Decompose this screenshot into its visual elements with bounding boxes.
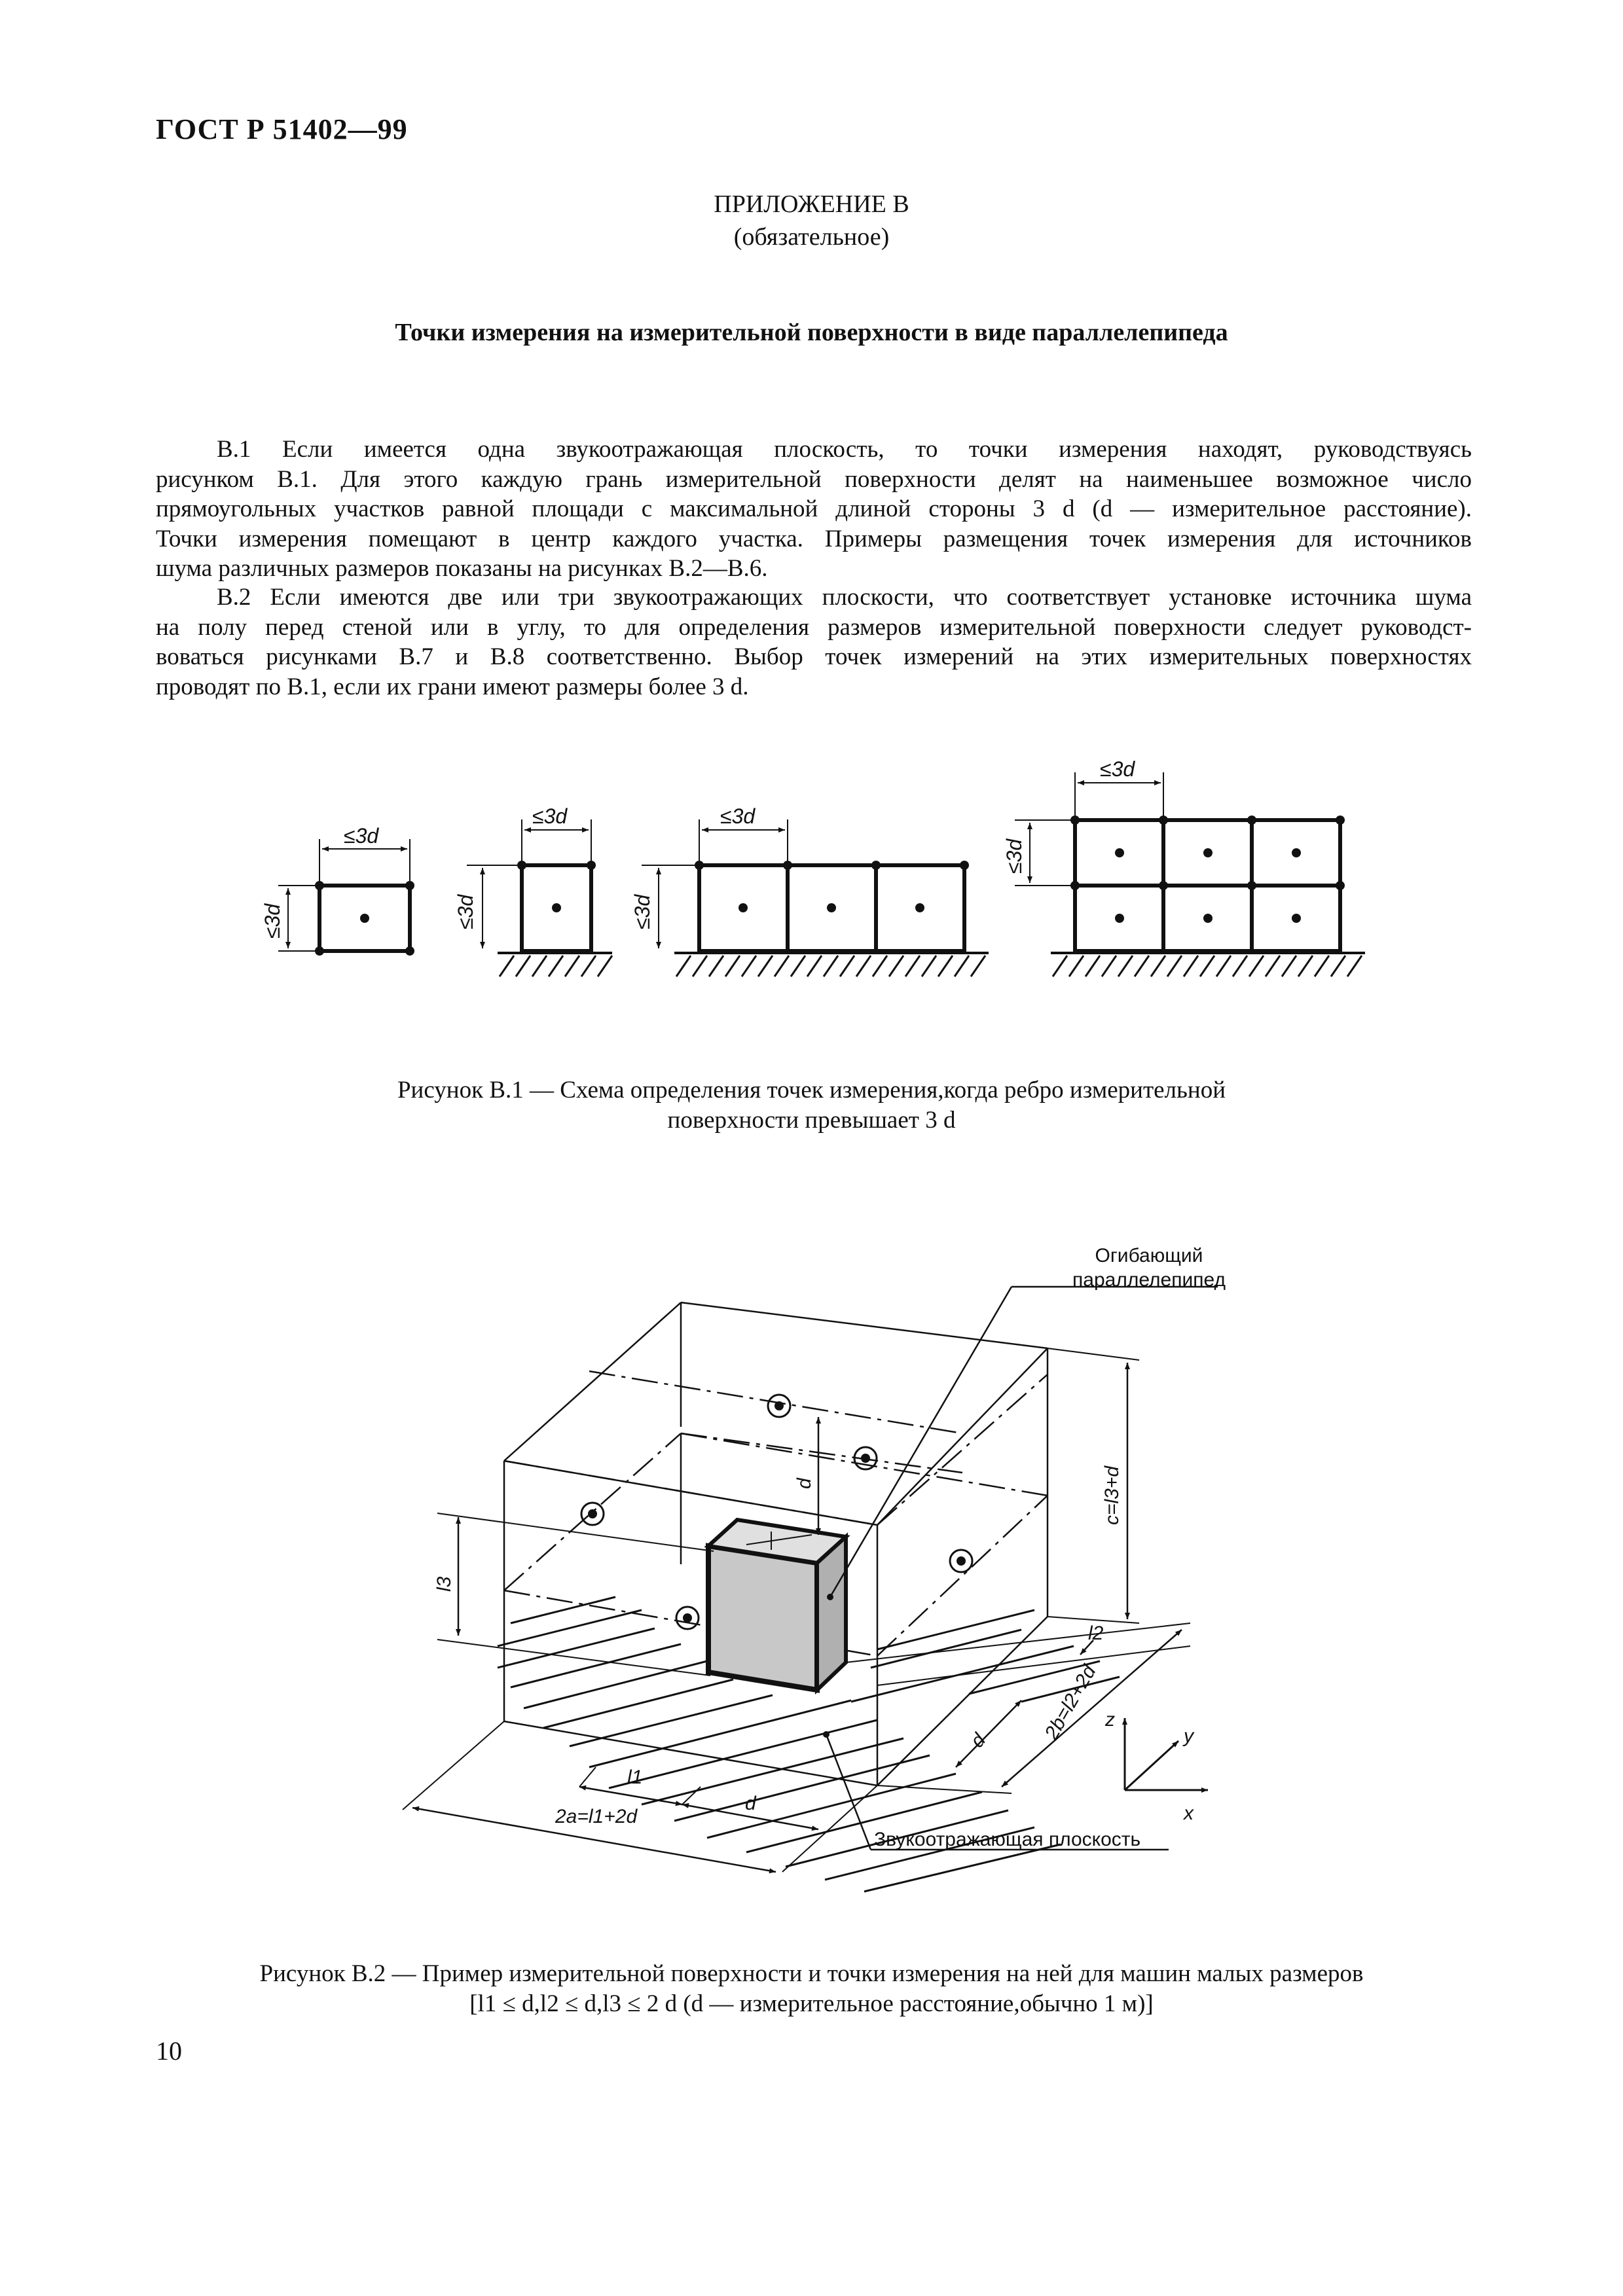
figure-b1-caption (0, 1075, 1623, 1136)
paragraph-line: воваться рисунками В.7 и В.8 соответственно. Выбор точек измерений на этих измерительных поверхностях (156, 643, 1472, 670)
appendix-status: (обязательное) (733, 223, 890, 251)
appendix-title: ПРИЛОЖЕНИЕ В (714, 190, 909, 218)
label-c: c=l3+d (1101, 1465, 1123, 1525)
label-2b: 2b=l2+2d (1040, 1661, 1101, 1744)
label-d-depth: d (966, 1729, 991, 1752)
caption-line: Рисунок В.1 — Схема определения точек измерения,когда ребро измерительной (397, 1077, 1226, 1103)
paragraph-line: В.2 Если имеются две или три звукоотражающих плоскости, что соответствует установке источника шума (217, 584, 1472, 611)
figure-b2 (403, 1287, 1218, 1892)
paragraph-line: рисунком В.1. Для этого каждую грань измерительной поверхности делят на наименьшее возможное число (156, 465, 1472, 493)
label-2a: 2a=l1+2d (555, 1806, 638, 1827)
paragraph-line: В.1 Если имеется одна звукоотражающая плоскость, то точки измерения находят, руководствуясь (217, 436, 1472, 463)
fig-b1-grid-on-floor (1015, 772, 1365, 977)
dim-label: ≤3d (1100, 757, 1135, 781)
paragraph-line: проводят по В.1, если их грани имеют размеры более 3 d. (156, 673, 749, 700)
label-l2: l2 (1088, 1623, 1104, 1644)
fig-b1-single-on-floor (467, 819, 612, 977)
dim-label: ≤3d (261, 903, 284, 939)
dim-label: ≤3d (454, 894, 477, 929)
dim-label: ≤3d (630, 894, 654, 929)
paragraph-line: на полу перед стеной или в углу, то для определения размеров измерительной поверхности следует руководст- (156, 613, 1472, 641)
dim-label: ≤3d (1002, 838, 1026, 874)
dim-label: ≤3d (720, 804, 756, 828)
measurement-point (676, 1607, 699, 1629)
label-d-bottom: d (745, 1793, 756, 1814)
document-code: ГОСТ Р 51402—99 (156, 113, 408, 145)
figure-b2-caption (0, 1959, 1623, 2019)
label-reflecting-plane: Звукоотражающая плоскость (874, 1829, 1141, 1850)
measurement-point (950, 1550, 972, 1572)
paragraph-line: шума различных размеров показаны на рисунках В.2—В.6. (156, 555, 768, 582)
axis-x-label: x (1184, 1803, 1194, 1824)
caption-line: [l1 ≤ d,l2 ≤ d,l3 ≤ 2 d (d — измерительное расстояние,обычно 1 м)] (469, 1990, 1154, 2017)
dim-label: ≤3d (344, 824, 379, 848)
page-number: 10 (156, 2036, 182, 2066)
noise-source-box (708, 1520, 846, 1690)
paragraph-line: прямоугольных участков равной площади с максимальной длиной стороны 3 d (d — измерительное расстояние). (156, 495, 1472, 522)
measurement-point (581, 1503, 604, 1525)
axis-z-label: z (1105, 1709, 1115, 1731)
label-l1: l1 (627, 1767, 643, 1788)
dim-label: ≤3d (532, 804, 568, 828)
section-heading: Точки измерения на измерительной поверхности в виде параллелепипеда (395, 319, 1228, 346)
label-envelope-line2: параллелепипед (1072, 1269, 1226, 1291)
axis-y-label: y (1184, 1725, 1194, 1747)
coordinate-axes (1125, 1718, 1208, 1790)
figure-b1 (278, 772, 1365, 977)
caption-line: поверхности превышает 3 d (667, 1107, 956, 1134)
label-l3: l3 (433, 1576, 455, 1592)
measurement-point (768, 1395, 790, 1417)
fig-b1-three-on-floor (642, 819, 989, 977)
fig-b1-single-face (278, 839, 414, 956)
paragraph-line: Точки измерения помещают в центр каждого участка. Примеры размещения точек измерения для источников (156, 525, 1472, 552)
label-envelope-line1: Огибающий (1095, 1245, 1203, 1266)
caption-line: Рисунок В.2 — Пример измерительной поверхности и точки измерения на ней для машин малых размеров (259, 1960, 1364, 1987)
label-d-vertical: d (793, 1478, 815, 1489)
